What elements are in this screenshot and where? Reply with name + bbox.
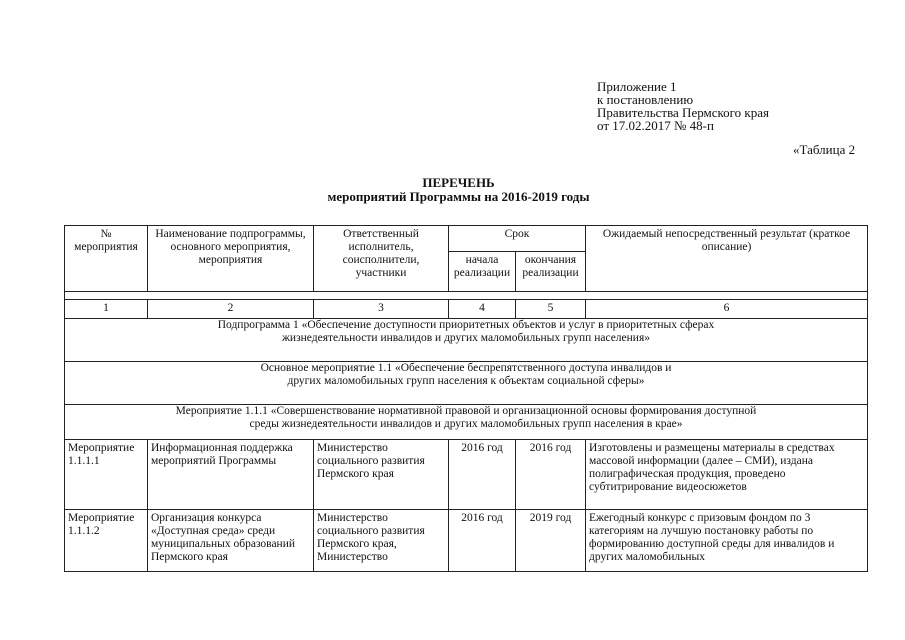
row-number: Мероприятие 1.1.1.2 bbox=[65, 510, 148, 572]
row-responsible: Министерство социального развития Пермского края bbox=[314, 440, 449, 510]
header-start: начала реализации bbox=[449, 252, 516, 292]
subprogram-row bbox=[65, 319, 868, 362]
appendix-line-1: Приложение 1 bbox=[597, 79, 677, 94]
appendix-line-2: к постановлению bbox=[597, 92, 694, 107]
header-end: окончания реализации bbox=[516, 252, 586, 292]
row-start: 2016 год bbox=[449, 510, 516, 572]
table-row bbox=[65, 510, 868, 572]
title-line-2: мероприятий Программы на 2016-2019 годы bbox=[327, 189, 590, 204]
column-number: 3 bbox=[314, 300, 449, 319]
column-number: 4 bbox=[449, 300, 516, 319]
row-number: Мероприятие 1.1.1.1 bbox=[65, 440, 148, 510]
column-number: 5 bbox=[516, 300, 586, 319]
header-row-top bbox=[65, 226, 868, 252]
header-responsible: Ответственный исполнитель, соисполнители, участники bbox=[314, 226, 449, 292]
appendix-block bbox=[597, 80, 769, 132]
activity-title: Мероприятие 1.1.1 «Совершенствование нормативной правовой и организационной основы формирования доступной среды жизнедеятельности инвалидов и других маломобильных групп населения в крае» bbox=[65, 405, 868, 440]
header-number: № мероприятия bbox=[65, 226, 148, 292]
row-result: Изготовлены и размещены материалы в средствах массовой информации (далее – СМИ), издана полиграфическая продукция, проведено субтитрирование видеосюжетов bbox=[586, 440, 868, 510]
header-term: Срок bbox=[449, 226, 586, 252]
row-end: 2019 год bbox=[516, 510, 586, 572]
appendix-line-4: от 17.02.2017 № 48-п bbox=[597, 118, 714, 133]
column-number: 6 bbox=[586, 300, 868, 319]
title-line-1: ПЕРЕЧЕНЬ bbox=[422, 175, 495, 190]
main-activity-title: Основное мероприятие 1.1 «Обеспечение беспрепятственного доступа инвалидов и других маломобильных групп населения к объектам социальной сферы» bbox=[65, 362, 868, 405]
table-label: «Таблица 2 bbox=[793, 142, 856, 157]
header-name: Наименование подпрограммы, основного мероприятия, мероприятия bbox=[148, 226, 314, 292]
row-start: 2016 год bbox=[449, 440, 516, 510]
column-numbers-row bbox=[65, 300, 868, 319]
column-number: 1 bbox=[65, 300, 148, 319]
appendix-line-3: Правительства Пермского края bbox=[597, 105, 769, 120]
activities-table bbox=[64, 225, 868, 572]
table-row bbox=[65, 440, 868, 510]
header-result: Ожидаемый непосредственный результат (краткое описание) bbox=[586, 226, 868, 292]
main-activity-row bbox=[65, 362, 868, 405]
row-end: 2016 год bbox=[516, 440, 586, 510]
row-name: Организация конкурса «Доступная среда» среди муниципальных образований Пермского края bbox=[148, 510, 314, 572]
header-spacer bbox=[65, 292, 868, 300]
activity-row bbox=[65, 405, 868, 440]
row-result: Ежегодный конкурс с призовым фондом по 3 категориям на лучшую постановку работы по формированию доступной среды для инвалидов и других маломобильных bbox=[586, 510, 868, 572]
row-name: Информационная поддержка мероприятий Программы bbox=[148, 440, 314, 510]
subprogram-title: Подпрограмма 1 «Обеспечение доступности приоритетных объектов и услуг в приоритетных сферах жизнедеятельности инвалидов и других маломобильных групп населения» bbox=[65, 319, 868, 362]
column-number: 2 bbox=[148, 300, 314, 319]
document-title bbox=[0, 176, 905, 204]
row-responsible: Министерство социального развития Пермского края, Министерство bbox=[314, 510, 449, 572]
